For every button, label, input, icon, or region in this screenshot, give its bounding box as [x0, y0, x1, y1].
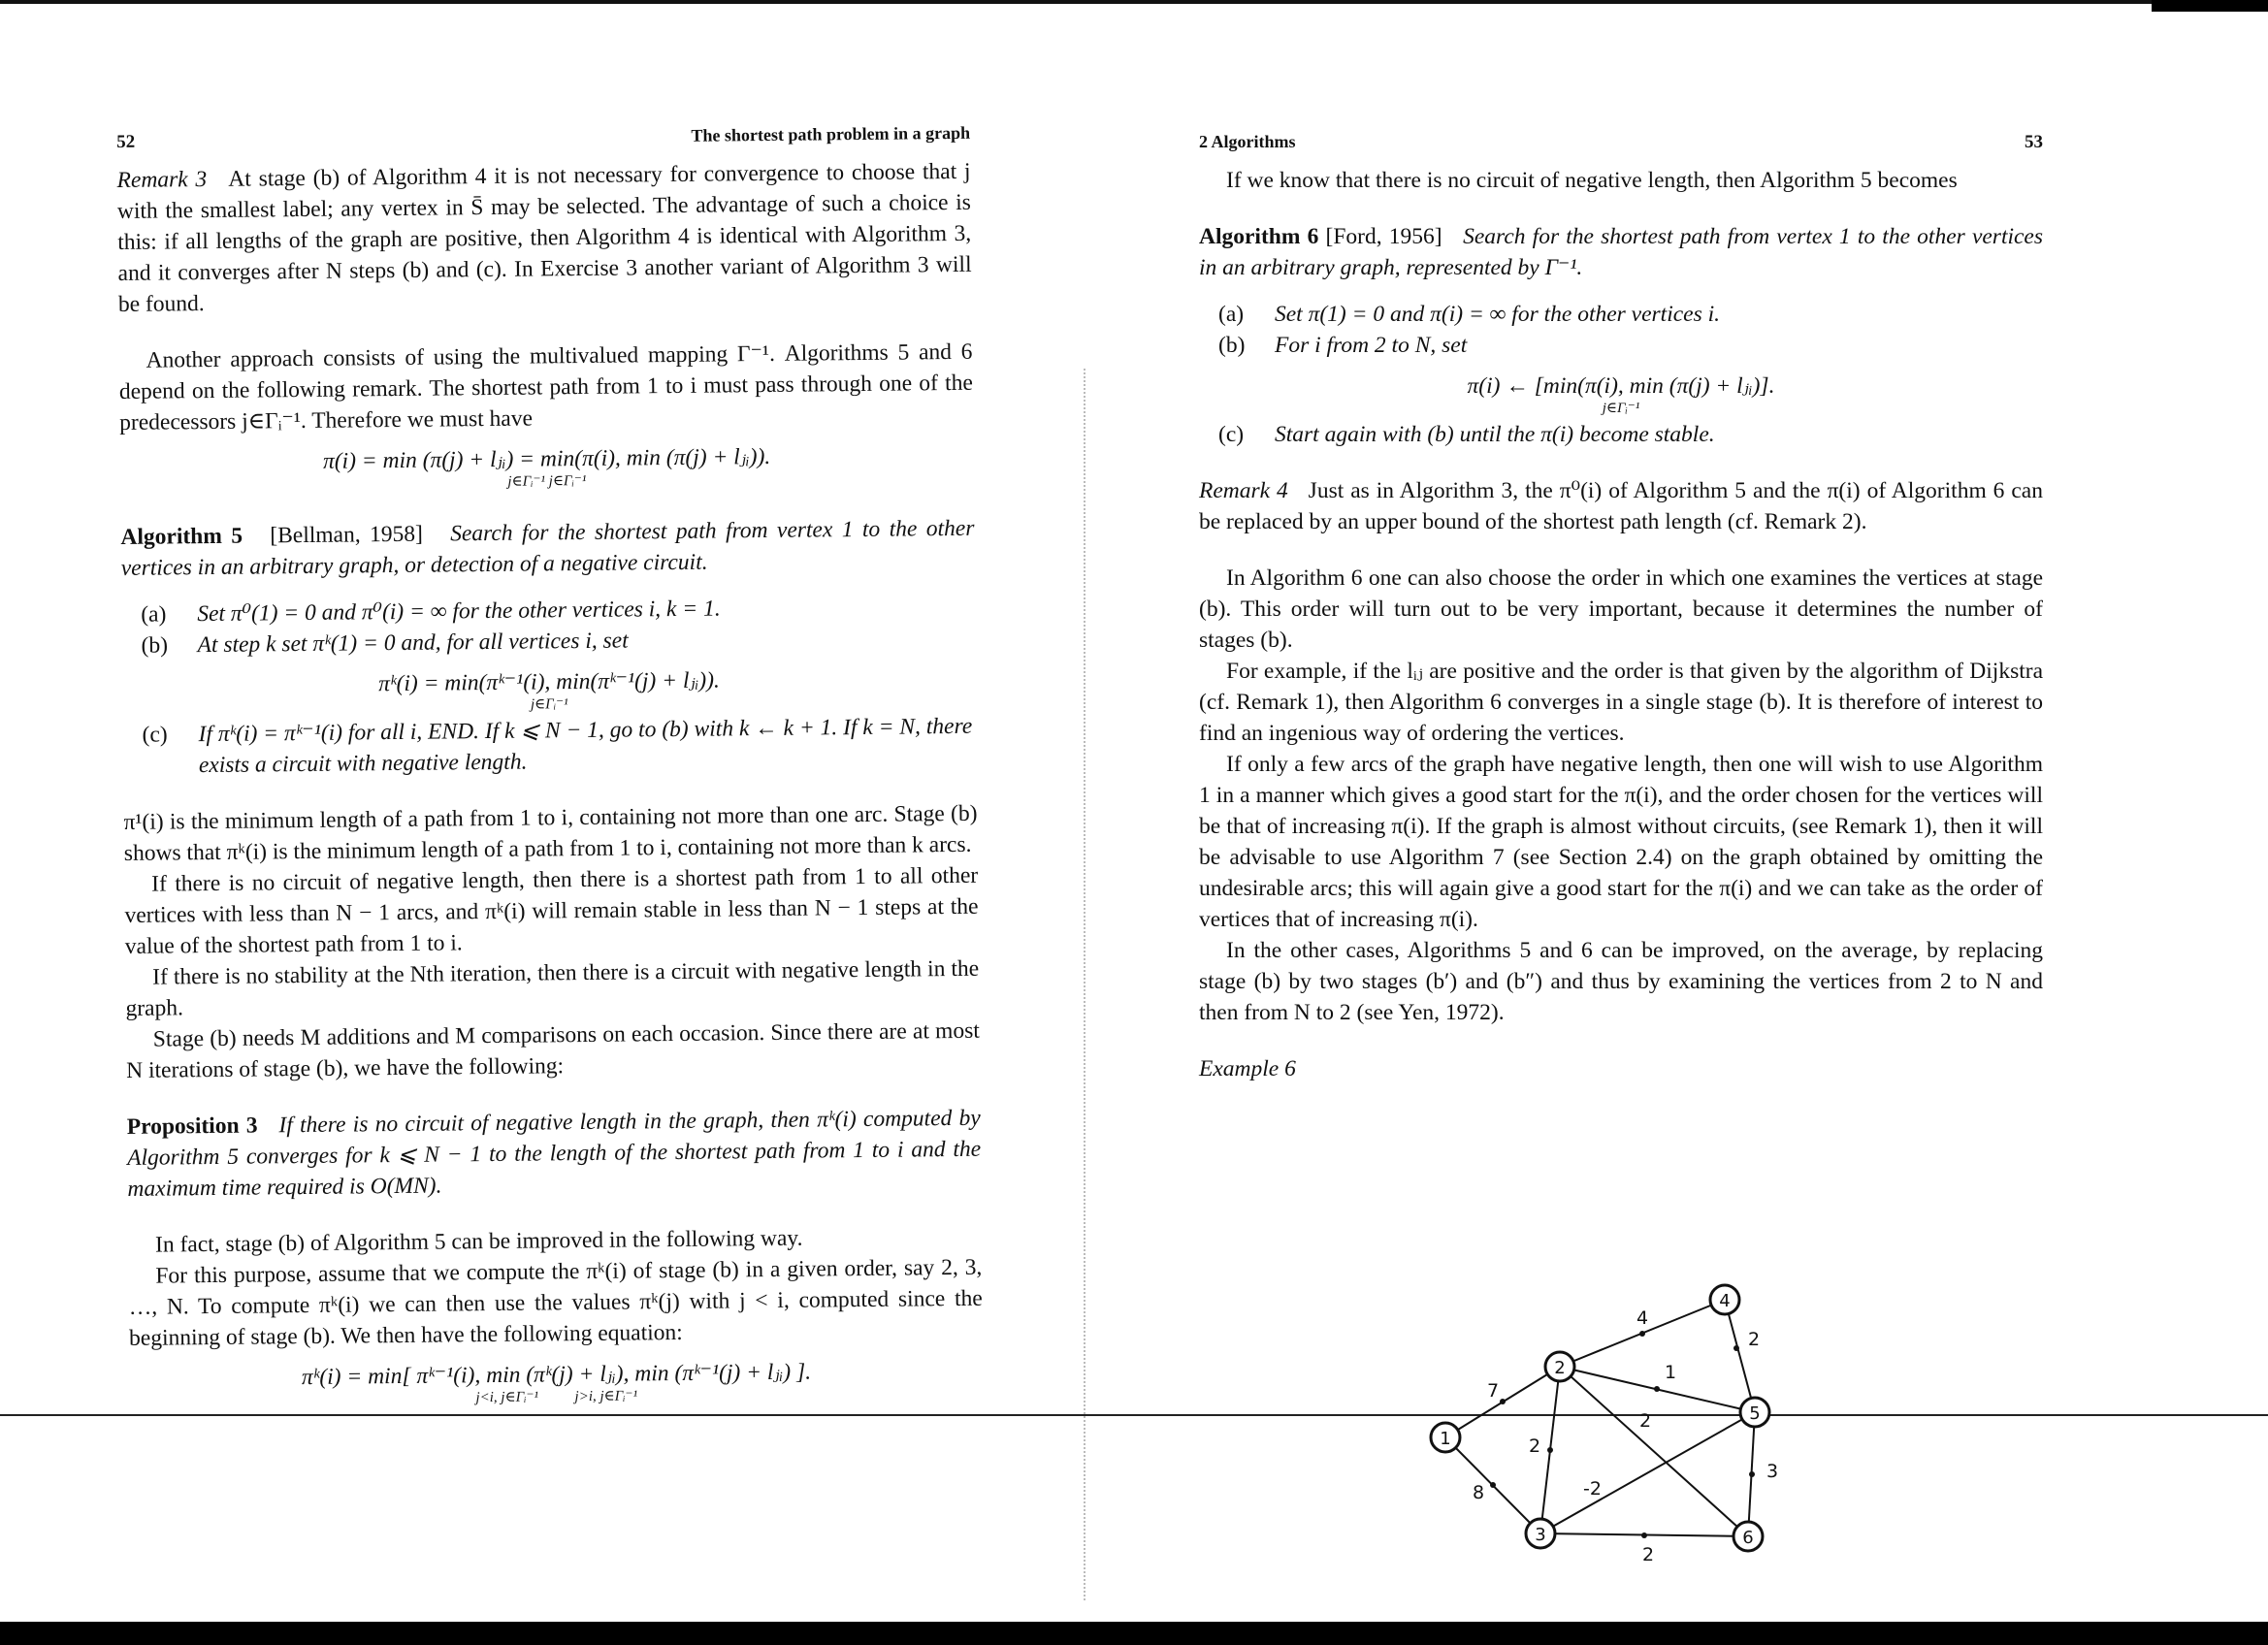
algorithm-6-title: Search for the shortest path from vertex 1 to the other vertices in an arbitrary graph, represented by Γ⁻¹. — [1199, 224, 2044, 280]
arrow-marker — [1490, 1482, 1496, 1488]
book-gutter — [1084, 369, 1087, 1600]
algorithm-5-equation — [122, 662, 976, 716]
node-2-label: 2 — [1554, 1358, 1566, 1378]
paragraph: If there is no circuit of negative length, then there is a shortest path from 1 to all other vertices with less than N − 1 arcs, and πᵏ(i) will remain stable in less than N − 1 steps at the value of the shortest path from 1 to i. — [124, 862, 979, 959]
step-text: Set π⁰(1) = 0 and π⁰(i) = ∞ for the other vertices i, k = 1. — [197, 596, 721, 628]
step-text: If πᵏ(i) = πᵏ⁻¹(i) for all i, END. If k ⩽ N − 1, go to (b) with k ← k + 1. If k = N, there exists a circuit with negative length. — [198, 713, 973, 779]
right-section-title: 2 Algorithms — [1199, 132, 1296, 151]
algorithm-6-step-a — [1218, 299, 2043, 330]
algorithm-5-label: Algorithm 5 — [120, 523, 243, 550]
example-6-label: Example 6 — [1199, 1056, 1296, 1081]
paragraph: If only a few arcs of the graph have negative length, then one will wish to use Algorithm 1 in a manner which gives a good start for the π(i), and the order chosen for the vertices will be that of increasing π(i). If the graph is almost without circuits, (see Remark 1), then it will be advisable to use Algorithm 7 (see Section 2.4) on the graph obtained by omitting the undesirable arcs; this will again give a good start for the π(i) and we can take as the order of vertices that of increasing π(i). — [1199, 752, 2043, 932]
arrow-marker — [1733, 1345, 1739, 1351]
arrow-marker — [1500, 1399, 1506, 1404]
scan-edge-bottom — [0, 1622, 2268, 1645]
edge-2-6 — [1560, 1367, 1748, 1536]
equation-final — [129, 1355, 983, 1408]
paragraph: For example, if the lᵢⱼ are positive and the order is that given by the algorithm of Dijkstra (cf. Remark 1), then Algorithm 6 converges in a single stage (b). It is therefore of interest to find an ingenious way of ordering the vertices. — [1199, 659, 2043, 746]
node-3-label: 3 — [1535, 1525, 1546, 1545]
step-label: (b) — [141, 632, 169, 659]
step-text: Set π(1) = 0 and π(i) = ∞ for the other vertices i. — [1275, 302, 1721, 327]
scan-edge-top — [0, 0, 2268, 4]
arrow-marker — [1547, 1447, 1553, 1453]
equation-final-sub-2: j>i, j∈Γᵢ⁻¹ — [574, 1388, 638, 1405]
equation-1-sub: j∈Γᵢ⁻¹ j∈Γᵢ⁻¹ — [507, 472, 587, 490]
node-6-label: 6 — [1742, 1528, 1754, 1548]
equation-final-sub — [130, 1386, 984, 1408]
proposition-3-text: If there is no circuit of negative length in the graph, then πᵏ(i) computed by Algorithm 5 converges for k ⩽ N − 1 to the length of the shortest path from 1 to i and the maximum time required is O(MN). — [127, 1105, 982, 1202]
node-1-label: 1 — [1440, 1429, 1451, 1449]
algorithm-5-step-c — [142, 711, 977, 782]
algorithm-5-title: Search for the shortest path from vertex 1 to the other vertices in an arbitrary graph, or detection of a negative circuit. — [120, 515, 975, 581]
remark-4 — [1199, 475, 2043, 537]
edge-label: 4 — [1636, 1307, 1649, 1329]
node-4-label: 4 — [1719, 1291, 1731, 1311]
edge-label: 2 — [1639, 1410, 1652, 1432]
arrow-marker — [1641, 1532, 1647, 1538]
paragraph: In the other cases, Algorithms 5 and 6 can be improved, on the average, by replacing stage (b) by two stages (b′) and (b″) and thus by examining the vertices from 2 to N and then from N to 2 (see Yen, 1972). — [1199, 938, 2043, 1025]
step-label: (c) — [142, 722, 168, 748]
remark-4-label: Remark 4 — [1199, 478, 1288, 503]
algorithm-6-step-b — [1218, 330, 2043, 361]
step-text: For i from 2 to N, set — [1275, 333, 1468, 358]
intro-paragraph: If we know that there is no circuit of negative length, then Algorithm 5 becomes — [1226, 168, 1958, 193]
algorithm-5-heading — [120, 513, 975, 584]
algorithm-6-label: Algorithm 6 — [1199, 224, 1319, 249]
algorithm-6-equation — [1199, 371, 2043, 415]
remark-4-text: Just as in Algorithm 3, the π⁰(i) of Algorithm 5 and the π(i) of Algorithm 6 can be replaced by an upper bound of the shortest path length (cf. Remark 2). — [1199, 478, 2043, 534]
step-label: (a) — [141, 601, 167, 628]
equation-1 — [119, 439, 973, 493]
step-text: At step k set πᵏ(1) = 0 and, for all vertices i, set — [197, 628, 629, 659]
example-6-graph — [1397, 1266, 1804, 1576]
algorithm-6-equation-sub: j∈Γᵢ⁻¹ — [1602, 401, 1640, 416]
scan-crease-line — [0, 1414, 2268, 1416]
edge-label: 2 — [1748, 1329, 1761, 1350]
algorithm-6-ref: [Ford, 1956] — [1325, 224, 1442, 249]
left-page-number: 52 — [116, 131, 136, 152]
paragraph: For this purpose, assume that we compute the πᵏ(i) of stage (b) in a given order, say 2, 3, …, N. To compute πᵏ(i) we can then use the values πᵏ(j) with j < i, computed since the beginning of stage (b). We then have the following equation: — [128, 1254, 983, 1351]
paragraph: π¹(i) is the minimum length of a path from 1 to i, containing not more than one arc. Stage (b) shows that πᵏ(i) is the minimum length of a path from 1 to i, containing not more than k arcs. — [123, 800, 978, 866]
scan-edge-right — [2152, 0, 2268, 12]
algorithm-5-ref: [Bellman, 1958] — [270, 521, 424, 549]
paragraph: Stage (b) needs M additions and M comparisons on each occasion. Since there are at most N iterations of stage (b), we have the following: — [126, 1017, 980, 1083]
edge-label: 1 — [1665, 1362, 1677, 1383]
equation-final-main: πᵏ(i) = min[ πᵏ⁻¹(i), min (πᵏ(j) + lⱼᵢ), min (πᵏ⁻¹(j) + lⱼᵢ) ]. — [301, 1359, 812, 1391]
arrow-marker — [1654, 1386, 1660, 1392]
node-5-label: 5 — [1749, 1403, 1761, 1424]
left-running-title: The shortest path problem in a graph — [691, 122, 971, 145]
step-label: (c) — [1218, 422, 1245, 447]
algorithm-6-equation-main: π(i) ← [min(π(i), min (π(j) + lⱼᵢ)]. — [1467, 373, 1775, 399]
algorithm-5-equation-sub: j∈Γᵢ⁻¹ — [530, 696, 568, 713]
left-page — [116, 117, 984, 1412]
arrow-marker — [1639, 1331, 1645, 1337]
edge-4-5 — [1725, 1300, 1755, 1412]
edge-label: 8 — [1473, 1482, 1485, 1503]
algorithm-5-equation-main: πᵏ(i) = min(πᵏ⁻¹(i), min(πᵏ⁻¹(j) + lⱼᵢ)). — [378, 667, 720, 697]
right-page-number: 53 — [2025, 132, 2043, 152]
remark-3-text: At stage (b) of Algorithm 4 it is not necessary for convergence to choose that j with the smallest label; any vertex in S̄ may be selected. The advantage of such a choice is this: if all lengths of the graph are positive, then Algorithm 4 is identical with Algorithm 3, and it converges after N steps (b) and (c). In Exercise 3 another variant of Algorithm 3 will be found. — [116, 158, 972, 317]
remark-3-label: Remark 3 — [116, 167, 208, 193]
proposition-3 — [127, 1103, 982, 1205]
equation-final-sub-1: j<i, j∈Γᵢ⁻¹ — [475, 1389, 539, 1406]
edge-label: 2 — [1642, 1544, 1655, 1565]
edge-label: -2 — [1583, 1478, 1602, 1500]
right-page — [1199, 126, 2043, 1084]
paragraph: If there is no stability at the Nth iteration, then there is a circuit with negative length in the graph. — [125, 955, 980, 1021]
approach-paragraph: Another approach consists of using the multivalued mapping Γ⁻¹. Algorithms 5 and 6 depend on the following remark. The shortest path from 1 to i must pass through one of the predecessors j∈Γᵢ⁻¹. Therefore we must have — [118, 339, 973, 435]
proposition-3-label: Proposition 3 — [126, 1113, 258, 1140]
step-label: (b) — [1218, 333, 1246, 358]
algorithm-6-heading — [1199, 221, 2043, 283]
step-text: Start again with (b) until the π(i) become stable. — [1275, 422, 1715, 447]
equation-1-main: π(i) = min (π(j) + lⱼᵢ) = min(π(i), min (π(j) + lⱼᵢ)). — [322, 443, 771, 474]
algorithm-6-step-c — [1218, 419, 2043, 450]
edge-label: 7 — [1487, 1380, 1500, 1402]
arrow-marker — [1749, 1471, 1755, 1477]
paragraph: In fact, stage (b) of Algorithm 5 can be improved in the following way. — [154, 1225, 803, 1258]
right-running-head — [1199, 126, 2043, 165]
remark-3 — [116, 156, 972, 320]
step-label: (a) — [1218, 302, 1245, 327]
paragraph: In Algorithm 6 one can also choose the order in which one examines the vertices at stage (b). This order will turn out to be very important, because it determines the number of stages (b). — [1199, 565, 2043, 653]
edge-label: 2 — [1529, 1435, 1541, 1457]
edge-label: 3 — [1766, 1461, 1779, 1482]
